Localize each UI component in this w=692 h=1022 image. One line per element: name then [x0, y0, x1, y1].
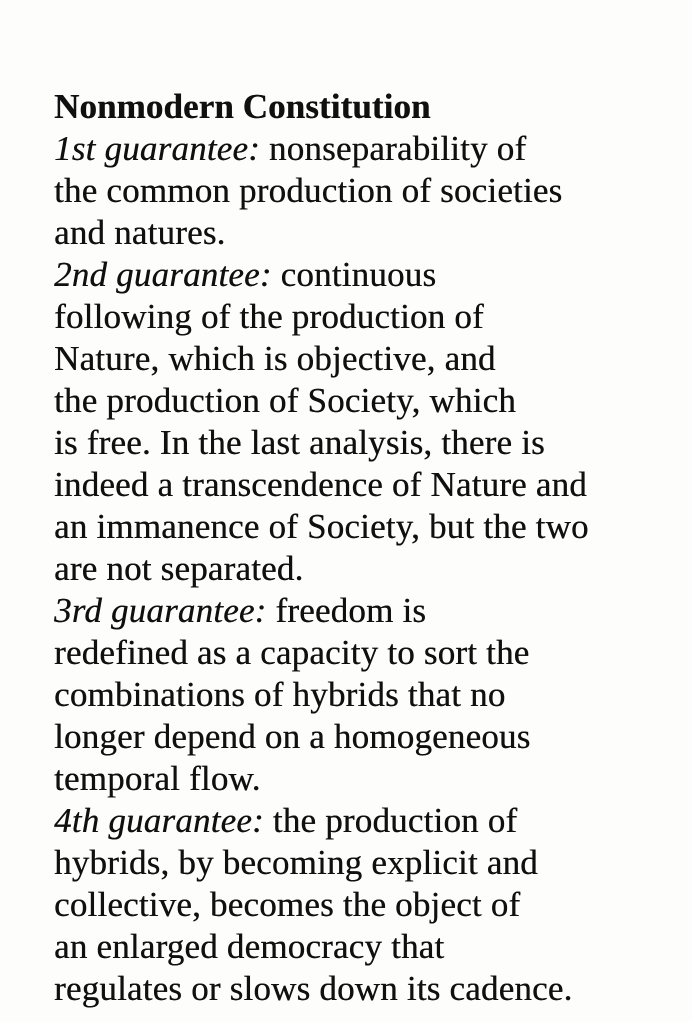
text-line — [54, 800, 679, 842]
line-text: indeed a transcendence of Nature and — [54, 465, 587, 504]
line-text: and natures. — [54, 213, 226, 252]
text-column — [54, 86, 679, 1010]
text-line — [54, 548, 679, 590]
line-text: the production of — [263, 801, 518, 840]
line-text: following of the production of — [54, 297, 484, 336]
text-line — [54, 254, 679, 296]
text-line — [54, 926, 679, 968]
line-text: temporal flow. — [54, 759, 261, 798]
line-text: an immanence of Society, but the two — [54, 507, 589, 546]
line-text: Nature, which is objective, and — [54, 339, 496, 378]
text-line — [54, 632, 679, 674]
line-text: the production of Society, which — [54, 381, 516, 420]
guarantee-label: 3rd guarantee: — [54, 591, 267, 630]
line-text: continuous — [271, 255, 437, 294]
text-line — [54, 338, 679, 380]
guarantee-label: 4th guarantee: — [54, 801, 264, 840]
text-line — [54, 212, 679, 254]
line-text: an enlarged democracy that — [54, 927, 445, 966]
line-text: collective, becomes the object of — [54, 885, 521, 924]
guarantee-label: 2nd guarantee: — [54, 255, 272, 294]
page-heading: Nonmodern Constitution — [54, 87, 431, 126]
text-line — [54, 380, 679, 422]
text-line — [54, 464, 679, 506]
line-text: redefined as a capacity to sort the — [54, 633, 530, 672]
text-line — [54, 674, 679, 716]
guarantee-label: 1st guarantee: — [54, 129, 260, 168]
line-text: the common production of societies — [54, 171, 563, 210]
text-line — [54, 506, 679, 548]
line-text: longer depend on a homogeneous — [54, 717, 531, 756]
text-line — [54, 758, 679, 800]
text-line — [54, 968, 679, 1010]
text-line — [54, 716, 679, 758]
text-line — [54, 128, 679, 170]
text-line — [54, 590, 679, 632]
line-text: combinations of hybrids that no — [54, 675, 506, 714]
line-text: regulates or slows down its cadence. — [54, 969, 573, 1008]
text-line — [54, 296, 679, 338]
line-text: are not separated. — [54, 549, 304, 588]
line-text: freedom is — [266, 591, 427, 630]
text-line — [54, 884, 679, 926]
line-text: is free. In the last analysis, there is — [54, 423, 545, 462]
line-text: nonseparability of — [259, 129, 527, 168]
text-line — [54, 422, 679, 464]
text-line — [54, 170, 679, 212]
text-line — [54, 842, 679, 884]
line-text: hybrids, by becoming explicit and — [54, 843, 538, 882]
